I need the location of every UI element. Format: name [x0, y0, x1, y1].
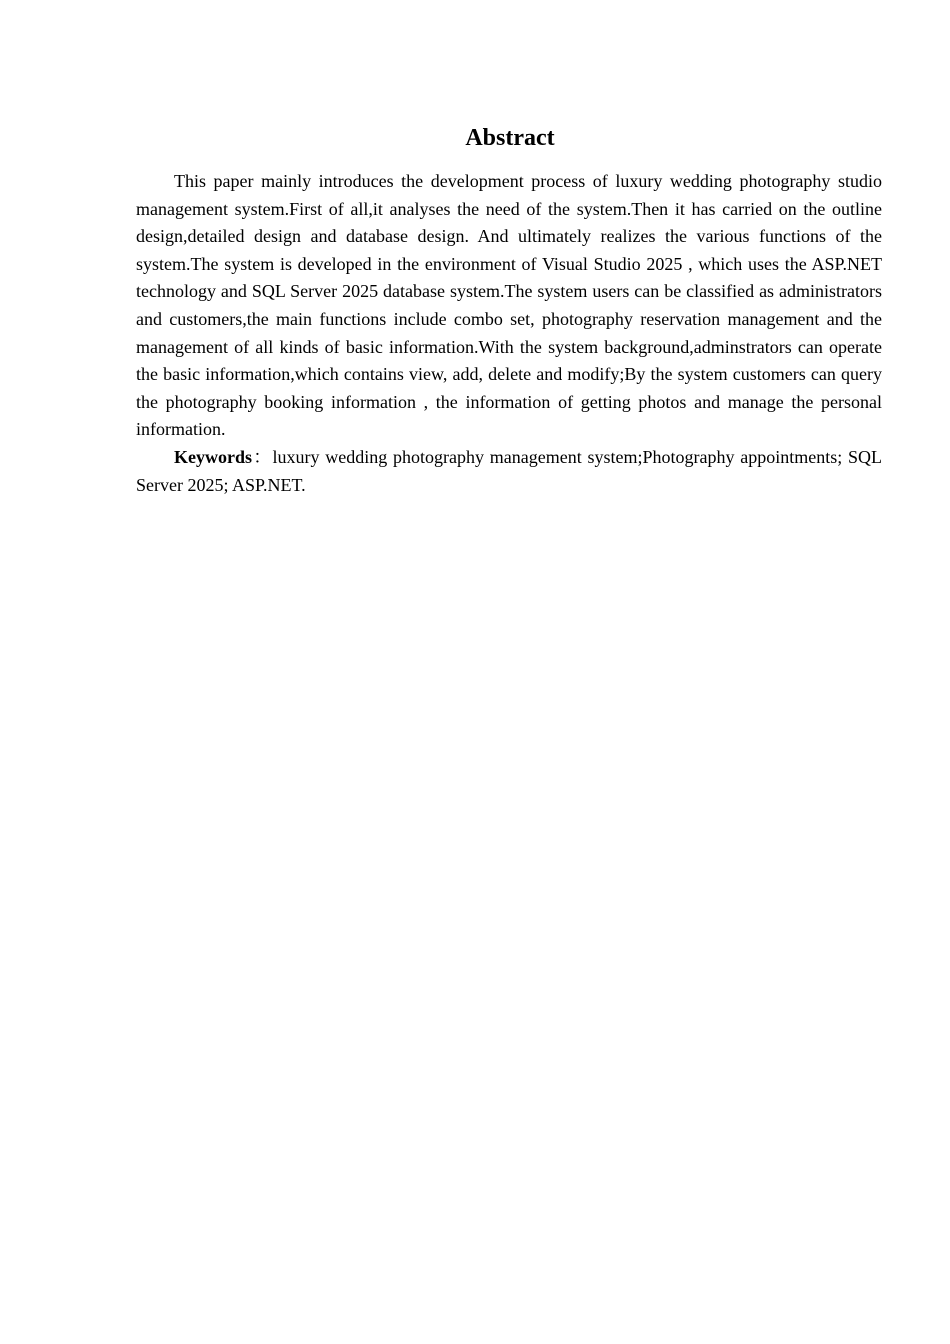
abstract-body: This paper mainly introduces the development process of luxury wedding photography studio management system.First of all,it analyses the need of the system.Then it has carried on the outline design,detailed design and database design. And ultimately realizes the various functions of the system.The system is developed in the environment of Visual Studio 2025 , which uses the ASP.NET technology and SQL Server 2025 database system.The system users can be classified as administrators and customers,the main functions include combo set, photography reservation management and the management of all kinds of basic information.With the system background,adminstrators can operate the basic information,which contains view, add, delete and modify;By the system customers can query the photography booking information , the information of getting photos and manage the personal information. — [136, 171, 882, 440]
keywords-separator: ： — [252, 446, 273, 467]
keywords-line — [136, 444, 882, 499]
abstract-section — [136, 122, 882, 499]
keywords-text: luxury wedding photography management system;Photography appointments; SQL Server 2025; ASP.NET. — [136, 446, 883, 495]
keywords-label: Keywords — [174, 446, 252, 467]
abstract-title: Abstract — [465, 125, 555, 151]
